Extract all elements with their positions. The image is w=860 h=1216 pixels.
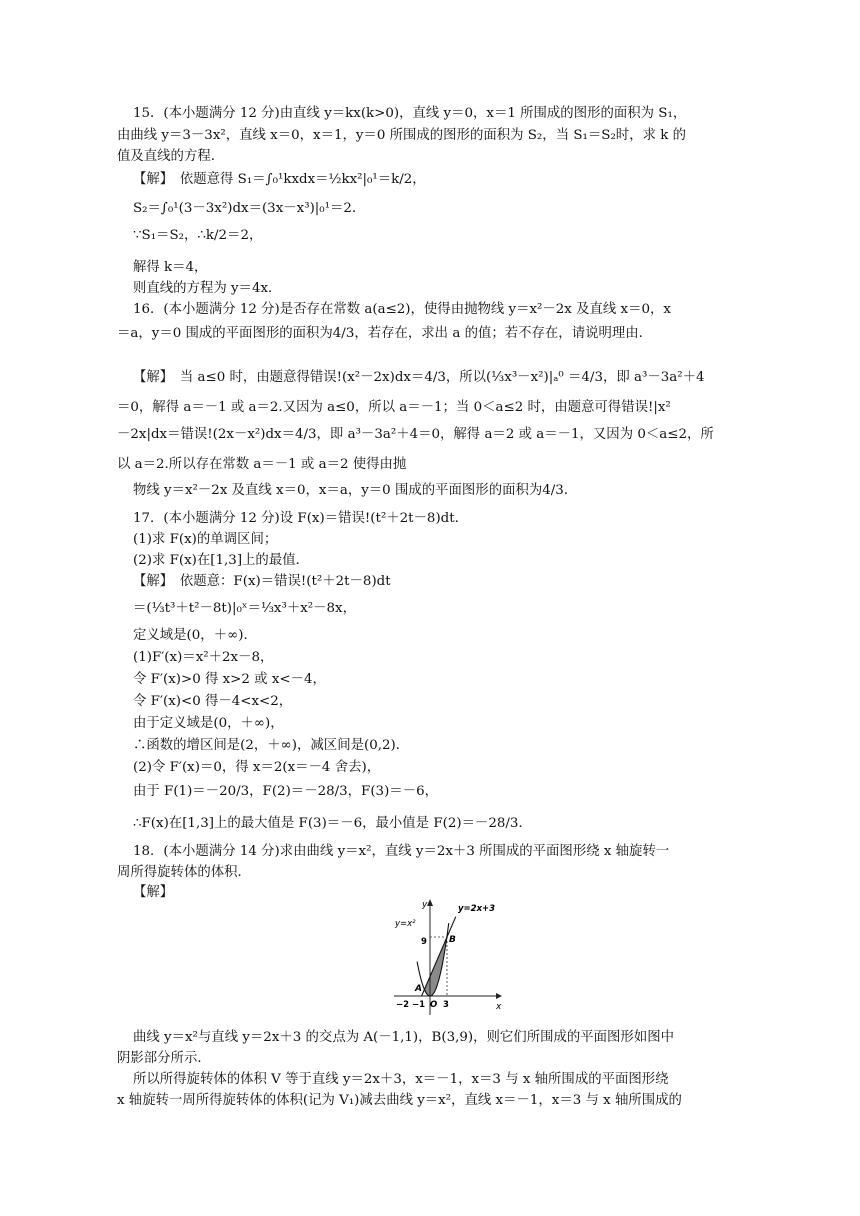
p17-solution-9: (2)令 F′(x)＝0，得 x＝2(x＝－4 舍去)，	[133, 760, 381, 775]
p15-solution-3: ∵S₁＝S₂，∴k/2＝2，	[133, 228, 263, 243]
p17-solution-10: 由于 F(1)＝－20/3，F(2)＝－28/3，F(3)＝－6，	[133, 784, 438, 799]
curve-label: y=x²	[395, 919, 416, 929]
p15-solution-5: 则直线的方程为 y＝4x．	[133, 281, 282, 296]
point-a-label: A	[415, 984, 422, 994]
p17-solution-2: ＝(⅓t³＋t²－8t)|₀ˣ＝⅓x³＋x²－8x，	[133, 601, 357, 616]
parabola-line-figure	[392, 896, 504, 1018]
p15-solution-1: 【解】 依题意得 S₁＝∫₀¹kxdx＝½kx²|₀¹＝k/2，	[133, 172, 426, 187]
p17-solution-8: ∴函数的增区间是(2，＋∞)，减区间是(0,2)．	[133, 738, 410, 753]
p16-solution-4: 以 a＝2.所以存在常数 a＝－1 或 a＝2 使得由抛	[117, 457, 407, 472]
p17-solution-1: 【解】 依题意：F(x)＝错误!(t²＋2t－8)dt	[133, 574, 391, 589]
straight-line	[422, 917, 456, 996]
p16-line1: 16．(本小题满分 12 分)是否存在常数 a(a≤2)，使得由抛物线 y＝x²－2x 及直线 x＝0，x	[133, 302, 671, 317]
p15-solution-4: 解得 k＝4，	[133, 260, 208, 275]
p18-para-3: 所以所得旋转体的体积 V 等于直线 y＝2x＋3，x＝－1，x＝3 与 x 轴所围成的平面图形绕	[133, 1072, 669, 1087]
p18-line1: 18．(本小题满分 14 分)求由曲线 y＝x²，直线 y＝2x＋3 所围成的平面图形绕 x 轴旋转一	[133, 844, 670, 859]
x-axis-arrow	[496, 993, 502, 999]
p17-solution-7: 由于定义域是(0，＋∞)，	[133, 716, 284, 731]
p15-line3: 值及直线的方程．	[117, 149, 225, 164]
p18-solution-label: 【解】	[133, 885, 174, 900]
p18-para-1: 曲线 y＝x²与直线 y＝2x＋3 的交点为 A(－1,1)，B(3,9)，则它们所围成的平面图形如图中	[133, 1030, 674, 1045]
p17-line3: (2)求 F(x)在[1,3]上的最值．	[133, 553, 309, 568]
p15-line1: 15．(本小题满分 12 分)由直线 y＝kx(k>0)，直线 y＝0，x＝1 所围成的图形的面积为 S₁，	[133, 106, 687, 121]
origin-label: O	[430, 1000, 438, 1010]
point-b-label: B	[449, 935, 456, 945]
p17-line1: 17．(本小题满分 12 分)设 F(x)＝错误!(t²＋2t－8)dt.	[133, 511, 459, 526]
p17-solution-4: (1)F′(x)＝x²＋2x－8，	[133, 650, 274, 665]
line-label: y=2x+3	[458, 904, 496, 914]
p17-solution-5: 令 F′(x)>0 得 x>2 或 x<－4，	[133, 672, 326, 687]
p15-line2: 由曲线 y＝3－3x²，直线 x＝0，x＝1，y＝0 所围成的图形的面积为 S₂，当 S₁＝S₂时，求 k 的	[117, 128, 687, 143]
p17-solution-6: 令 F′(x)<0 得－4<x<2，	[133, 694, 293, 709]
x-axis-label: x	[496, 1002, 502, 1012]
p18-para-2: 阴影部分所示．	[117, 1051, 211, 1066]
p16-solution-1: 【解】 当 a≤0 时，由题意得错误!(x²－2x)dx＝4/3，所以(⅓x³－x²)|ₐ⁰ ＝4/3，即 a³－3a²＋4	[133, 370, 705, 385]
p16-solution-3: －2x|dx＝错误!(2x－x²)dx＝4/3，即 a³－3a²＋4＝0，解得 a＝2 或 a＝－1，又因为 0＜a≤2，所	[117, 427, 714, 442]
p16-solution-2: ＝0，解得 a＝－1 或 a＝2.又因为 a≤0，所以 a＝－1；当 0＜a≤2 时，由题意可得错误!|x²	[117, 400, 671, 415]
figure-svg	[392, 896, 504, 1018]
y-axis-arrow	[427, 899, 433, 906]
p15-solution-2: S₂＝∫₀¹(3－3x²)dx＝(3x－x³)|₀¹＝2．	[133, 201, 366, 216]
p16-solution-5: 物线 y＝x²－2x 及直线 x＝0，x＝a，y＝0 围成的平面图形的面积为4/3.	[133, 483, 569, 498]
tick-label-neg2: −2	[396, 1000, 410, 1010]
tick-label-9: 9	[421, 937, 427, 947]
tick-label-3: 3	[443, 1000, 449, 1010]
p18-para-4: x 轴旋转一周所得旋转体的体积(记为 V₁)减去曲线 y＝x²，直线 x＝－1，x＝3 与 x 轴所围成的	[117, 1093, 682, 1108]
p17-solution-11: ∴F(x)在[1,3]上的最大值是 F(3)＝－6，最小值是 F(2)＝－28/3.	[133, 816, 523, 831]
y-axis-label: y	[422, 900, 428, 910]
p17-solution-3: 定义域是(0，＋∞)．	[133, 628, 257, 643]
p16-line2: ＝a，y＝0 围成的平面图形的面积为4/3，若存在，求出 a 的值；若不存在，请说明理由．	[117, 326, 653, 341]
p18-line2: 周所得旋转体的体积．	[117, 865, 251, 880]
p17-line2: (1)求 F(x)的单调区间；	[133, 532, 278, 547]
tick-label-neg1: −1	[412, 1000, 426, 1010]
